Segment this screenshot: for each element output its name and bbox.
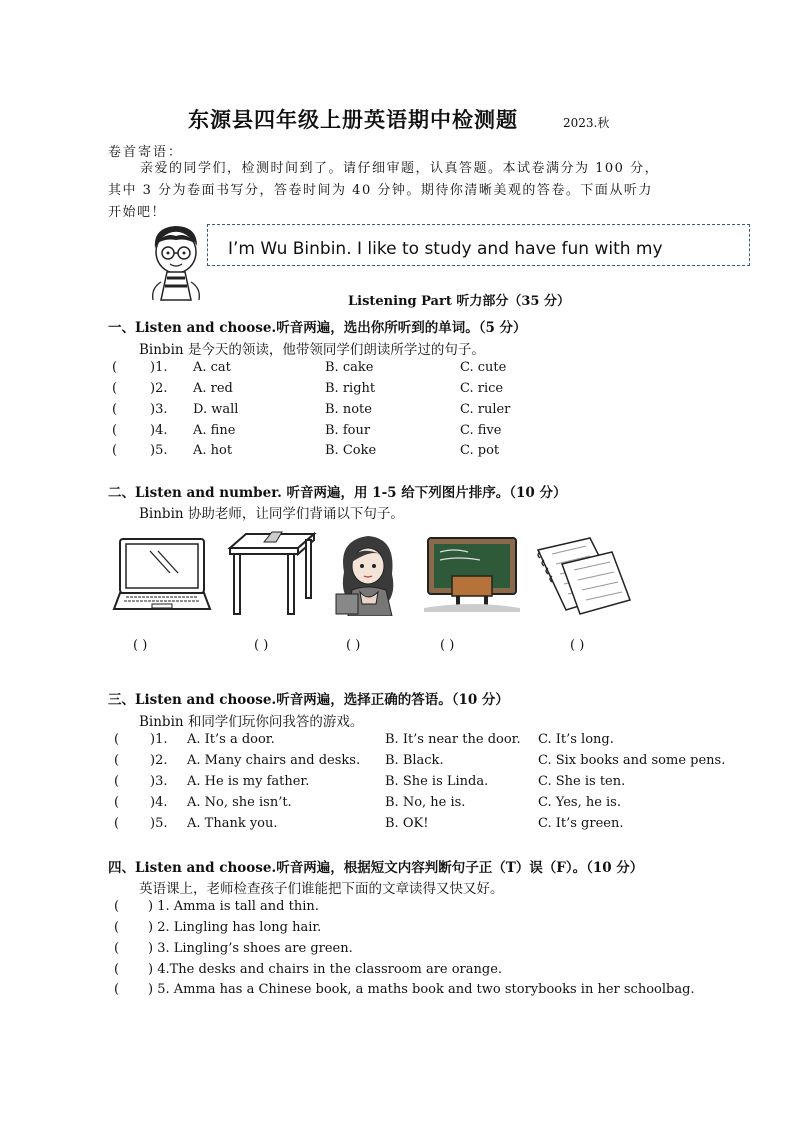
s1-row-4-c: C. five	[460, 423, 502, 438]
picture-5-blank[interactable]: ( )	[570, 638, 585, 653]
s3-row-5-c: C. It’s green.	[538, 816, 624, 831]
s4-row-1-paren: (	[114, 899, 120, 914]
s3-row-2-c: C. Six books and some pens.	[538, 753, 726, 768]
s3-row-2-b: B. Black.	[385, 753, 444, 768]
page-title: 东源县四年级上册英语期中检测题	[188, 107, 518, 132]
s4-row-5-paren: (	[114, 982, 120, 997]
title-year: 2023.秋	[563, 116, 610, 130]
intro-line: 其中 3 分为卷面书写分，答卷时间为 40 分钟。期待你清晰美观的答卷。下面从听力	[108, 183, 653, 198]
section-2-note: Binbin 协助老师，让同学们背诵以下句子。	[139, 506, 404, 522]
desk-icon	[226, 530, 318, 616]
s1-row-1-b: B. cake	[325, 360, 374, 375]
s1-row-1-num: )1.	[150, 360, 168, 375]
section-1-note: Binbin 是今天的领读，他带领同学们朗读所学过的句子。	[139, 342, 485, 358]
s3-row-3-b: B. She is Linda.	[385, 774, 489, 789]
blackboard-icon	[424, 534, 520, 612]
s3-row-4: (	[114, 795, 120, 810]
s3-row-4-num: )4.	[150, 795, 168, 810]
s3-row-2-a: A. Many chairs and desks.	[187, 753, 361, 768]
s4-row-2: ) 2. Lingling has long hair.	[148, 920, 322, 935]
s4-row-3-paren: (	[114, 941, 120, 956]
s1-row-5-a: A. hot	[193, 443, 233, 458]
s4-row-5: ) 5. Amma has a Chinese book, a maths book and two storybooks in her schoolbag.	[148, 982, 695, 997]
section-1-heading: 一、Listen and choose.听音两遍，选出你所听到的单词。（5 分）	[108, 320, 527, 336]
speech-box	[207, 224, 750, 266]
s3-row-1: (	[114, 732, 120, 747]
s1-row-2-c: C. rice	[460, 381, 504, 396]
s1-row-3: (	[112, 402, 118, 417]
intro-line: 亲爱的同学们，检测时间到了。请仔细审题，认真答题。本试卷满分为 100 分，	[140, 161, 660, 176]
s1-row-3-c: C. ruler	[460, 402, 511, 417]
s3-row-2-num: )2.	[150, 753, 168, 768]
s1-row-2-b: B. right	[325, 381, 376, 396]
laptop-icon	[112, 535, 212, 615]
s1-row-1-c: C. cute	[460, 360, 507, 375]
intro-paragraph	[108, 158, 708, 224]
s3-row-5-b: B. OK!	[385, 816, 429, 831]
s3-row-1-c: C. It’s long.	[538, 732, 614, 747]
s4-row-2-paren: (	[114, 920, 120, 935]
s1-row-3-num: )3.	[150, 402, 168, 417]
s1-row-2-num: )2.	[150, 381, 168, 396]
section-3-heading: 三、Listen and choose.听音两遍，选择正确的答语。（10 分）	[108, 692, 509, 708]
picture-2-blank[interactable]: ( )	[254, 638, 269, 653]
picture-1-blank[interactable]: ( )	[133, 638, 148, 653]
listening-part-heading: Listening Part 听力部分（35 分）	[348, 294, 570, 309]
s3-row-1-b: B. It’s near the door.	[385, 732, 521, 747]
s3-row-3-a: A. He is my father.	[187, 774, 310, 789]
intro-label: 卷首寄语：	[108, 145, 184, 160]
s3-row-4-a: A. No, she isn’t.	[187, 795, 292, 810]
s4-row-3: ) 3. Lingling’s shoes are green.	[148, 941, 353, 956]
s3-row-4-c: C. Yes, he is.	[538, 795, 621, 810]
picture-3-blank[interactable]: ( )	[346, 638, 361, 653]
s3-row-3-c: C. She is ten.	[538, 774, 626, 789]
s4-row-1: ) 1. Amma is tall and thin.	[148, 899, 319, 914]
s1-row-5-b: B. Coke	[325, 443, 377, 458]
s3-row-1-a: A. It’s a door.	[187, 732, 275, 747]
s3-row-5: (	[114, 816, 120, 831]
s1-row-4-a: A. fine	[193, 423, 236, 438]
s1-row-5-c: C. pot	[460, 443, 500, 458]
s1-row-3-b: B. note	[325, 402, 372, 417]
s3-row-3-num: )3.	[150, 774, 168, 789]
s3-row-5-num: )5.	[150, 816, 168, 831]
notebook-icon	[532, 534, 632, 618]
s1-row-5: (	[112, 443, 118, 458]
s3-row-5-a: A. Thank you.	[187, 816, 278, 831]
speech-text: I’m Wu Binbin. I like to study and have fun with my	[228, 239, 663, 259]
section-4-heading: 四、Listen and choose.听音两遍，根据短文内容判断句子正（T）误（F）。（10 分）	[108, 860, 644, 876]
s1-row-3-a: D. wall	[193, 402, 239, 417]
intro-line: 开始吧！	[108, 205, 167, 220]
section-3-note: Binbin 和同学们玩你问我答的游戏。	[139, 714, 364, 730]
s1-row-4: (	[112, 423, 118, 438]
s4-row-4-paren: (	[114, 962, 120, 977]
s3-row-1-num: )1.	[150, 732, 168, 747]
s3-row-3: (	[114, 774, 120, 789]
s1-row-2-a: A. red	[193, 381, 233, 396]
s1-row-2: (	[112, 381, 118, 396]
s1-row-4-b: B. four	[325, 423, 371, 438]
s3-row-2: (	[114, 753, 120, 768]
s1-row-5-num: )5.	[150, 443, 168, 458]
s4-row-4: ) 4.The desks and chairs in the classroom are orange.	[148, 962, 503, 977]
boy-icon	[145, 222, 207, 302]
section-2-heading: 二、Listen and number. 听音两遍，用 1-5 给下列图片排序。（10 分）	[108, 485, 567, 501]
s1-row-1: (	[112, 360, 118, 375]
picture-4-blank[interactable]: ( )	[440, 638, 455, 653]
girl-icon	[330, 532, 410, 616]
section-4-note: 英语课上，老师检查孩子们谁能把下面的文章读得又快又好。	[139, 881, 504, 897]
s1-row-4-num: )4.	[150, 423, 168, 438]
s1-row-1-a: A. cat	[193, 360, 231, 375]
s3-row-4-b: B. No, he is.	[385, 795, 466, 810]
